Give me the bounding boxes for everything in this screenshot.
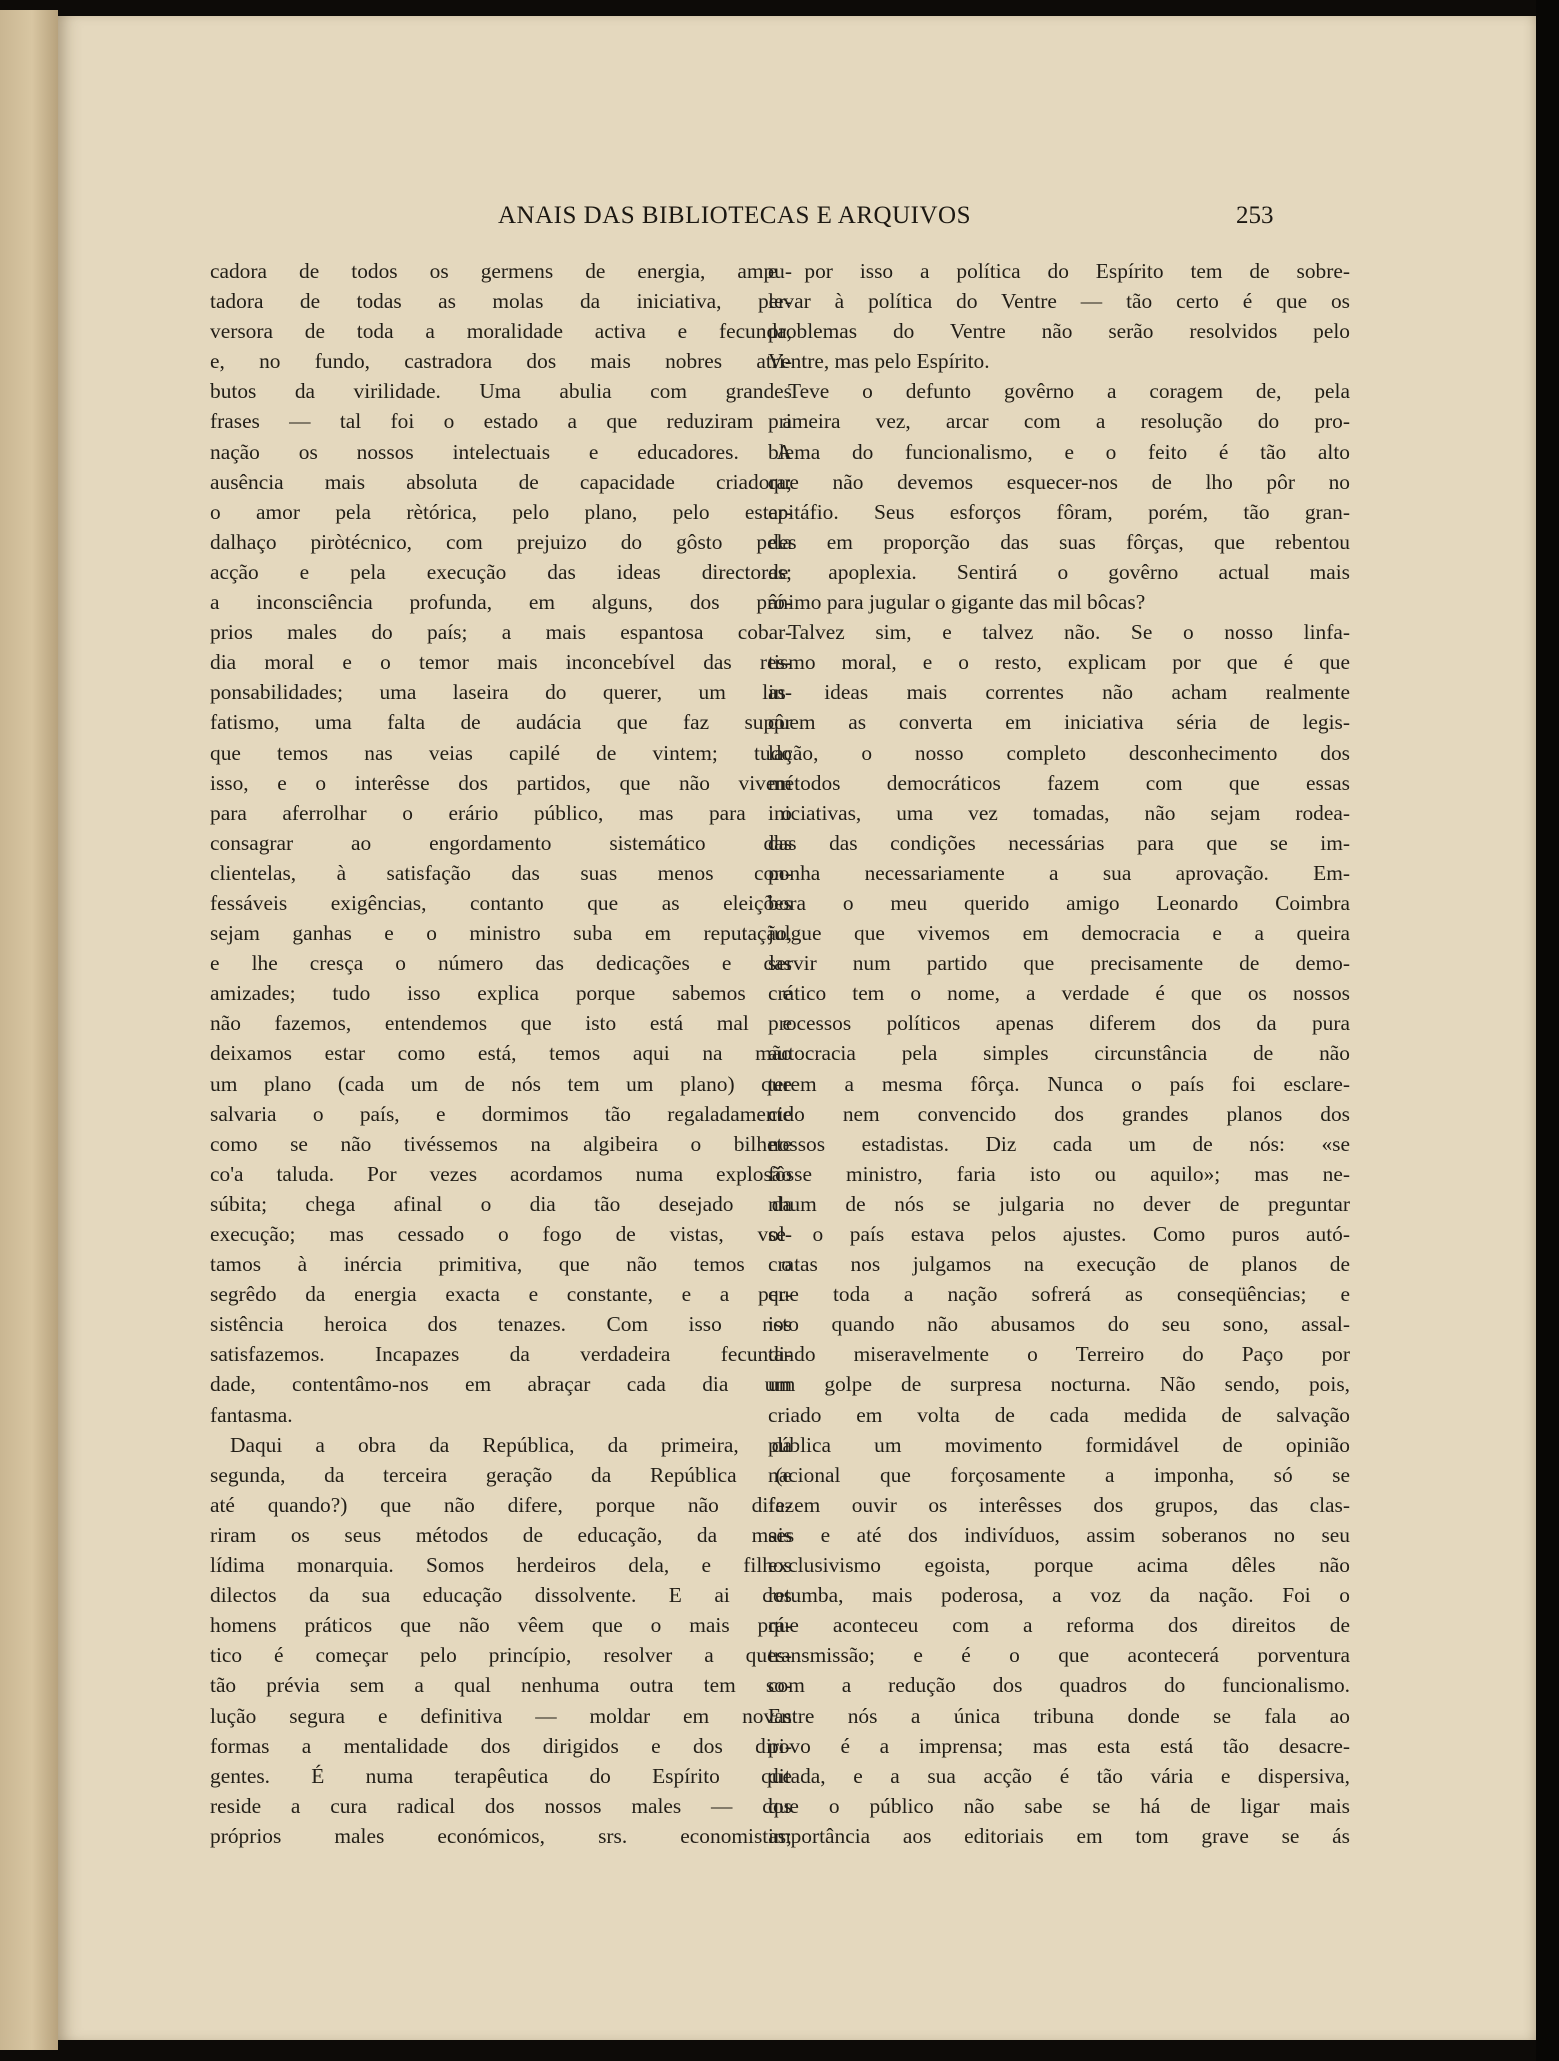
text-line: frases — tal foi o estado a que reduziram a [210, 409, 792, 434]
text-line: execução; mas cessado o fogo de vistas, vol- [210, 1222, 792, 1246]
text-line: segunda, da terceira geração da República (e [210, 1462, 792, 1487]
text-line: tismo moral, e o resto, explicam por que é que [768, 650, 1350, 675]
left-text-column [210, 256, 792, 1851]
text-line: e por isso a política do Espírito tem de sobre- [768, 259, 1350, 283]
text-line: tico é começar pelo princípio, resolver a ques- [210, 1643, 792, 1668]
text-line: butos da virilidade. Uma abulia com grandes [210, 379, 792, 404]
journal-page [58, 16, 1536, 2040]
text-line: pública um movimento formidável de opinião [768, 1432, 1350, 1457]
text-line: e, no fundo, castradora dos mais nobres atri- [210, 349, 792, 374]
text-line: ditada, e a sua acção é tão vária e dispersiva, [768, 1763, 1350, 1788]
text-line: ponha necessariamente a sua aprovação. Em- [768, 860, 1350, 885]
text-line: importância aos editoriais em tom grave se ás [768, 1823, 1350, 1848]
text-line: povo é a imprensa; mas esta está tão desacre- [768, 1733, 1350, 1758]
text-line: tão prévia sem a qual nenhuma outra tem so- [210, 1673, 792, 1698]
text-line: próprios males económicos, srs. economistas; [210, 1823, 792, 1848]
text-line: que não devemos esquecer-nos de lho pôr no [768, 469, 1350, 494]
text-line: criado em volta de cada medida de salvação [768, 1402, 1350, 1427]
text-line: fantasma. [210, 1402, 293, 1427]
facing-page-edge [0, 10, 58, 2050]
text-line: se o país estava pelos ajustes. Como puros autó- [768, 1222, 1350, 1246]
text-line: como se não tivéssemos na algibeira o bilhete [210, 1131, 792, 1156]
text-line: formas a mentalidade dos dirigidos e dos diri- [210, 1733, 792, 1758]
text-line: Daqui a obra da República, da primeira, da [230, 1432, 792, 1457]
text-line: autocracia pela simples circunstância de não [768, 1041, 1350, 1066]
scan-border [1536, 0, 1559, 2061]
text-line: dade, contentâmo-nos em abraçar cada dia um [210, 1372, 792, 1397]
text-line: que o público não sabe se há de ligar mais [768, 1793, 1350, 1818]
text-line: versora de toda a moralidade activa e fecunda, [210, 319, 792, 344]
text-line: deixamos estar como está, temos aqui na mão [210, 1041, 792, 1066]
text-line: isso, e o interêsse dos partidos, que não vivem [210, 770, 792, 795]
text-line: as ideas mais correntes não acham realmente [768, 680, 1350, 705]
text-line: satisfazemos. Incapazes da verdadeira fecundi- [210, 1342, 792, 1367]
text-line: epitáfio. Seus esforços fôram, porém, tão gran- [768, 499, 1350, 524]
text-line: sejam ganhas e o ministro suba em reputação, [210, 921, 792, 946]
text-line: fôsse ministro, faria isto ou aquilo»; mas ne- [768, 1161, 1350, 1186]
text-line: tamos à inércia primitiva, que não temos o [210, 1252, 792, 1277]
text-line: que toda a nação sofrerá as conseqüências; e [768, 1282, 1350, 1307]
text-line: cadora de todos os germens de energia, ampu- [210, 259, 792, 283]
text-line: ausência mais absoluta de capacidade criadora; [210, 469, 792, 494]
text-line: salvaria o país, e dormimos tão regaladamente [210, 1101, 792, 1126]
text-line: nação os nossos intelectuais e educadores. A [210, 439, 792, 464]
text-line: lação, o nosso completo desconhecimento dos [768, 740, 1350, 765]
text-line: co'a taluda. Por vezes acordamos numa explosão [210, 1161, 792, 1186]
text-line: sistência heroica dos tenazes. Com isso nos [210, 1312, 792, 1337]
text-line: lução segura e definitiva — moldar em novas [210, 1703, 792, 1728]
text-line: ponsabilidades; uma laseira do querer, um lin- [210, 680, 792, 705]
text-line: riram os seus métodos de educação, da mais [210, 1522, 792, 1547]
text-line: o amor pela rètórica, pelo plano, pelo estar- [210, 499, 792, 524]
text-line: Talvez sim, e talvez não. Se o nosso linfa- [788, 620, 1350, 645]
text-line: e lhe cresça o número das dedicações e das [210, 951, 792, 976]
text-line: nossos estadistas. Diz cada um de nós: «se [768, 1131, 1350, 1156]
text-line: julgue que vivemos em democracia e a queira [768, 921, 1350, 946]
text-line: ânimo para jugular o gigante das mil bôcas? [768, 590, 1146, 615]
text-line: lídima monarquia. Somos herdeiros dela, e filhos [210, 1553, 792, 1578]
text-line: servir num partido que precisamente de demo- [768, 951, 1350, 976]
text-line: até quando?) que não difere, porque não dife- [210, 1492, 792, 1517]
text-line: nhum de nós se julgaria no dever de preguntar [768, 1191, 1350, 1216]
text-line: terem a mesma fôrça. Nunca o país foi esclare- [768, 1071, 1350, 1096]
text-line: fazem ouvir os interêsses dos grupos, das clas- [768, 1492, 1350, 1517]
text-line: exclusivismo egoista, porque acima dêles não [768, 1553, 1350, 1578]
page-header [58, 202, 1536, 238]
text-line: nacional que forçosamente a imponha, só se [768, 1462, 1350, 1487]
text-line: bora o meu querido amigo Leonardo Coimbra [768, 890, 1350, 915]
text-line: dilectos da sua educação dissolvente. E ai dos [210, 1583, 792, 1608]
text-line: processos políticos apenas diferem dos da pura [768, 1011, 1350, 1036]
text-line: ses e até dos indivíduos, assim soberanos no seu [768, 1522, 1350, 1547]
text-line: levar à política do Ventre — tão certo é que os [768, 289, 1350, 314]
running-title: ANAIS DAS BIBLIOTECAS E ARQUIVOS [498, 202, 971, 229]
text-line: das das condições necessárias para que se im- [768, 830, 1350, 855]
text-line: consagrar ao engordamento sistemático das [210, 830, 792, 855]
text-line: quem as converta em iniciativa séria de legis- [768, 710, 1350, 735]
text-line: acção e pela execução das ideas directoras; [210, 559, 792, 584]
text-line: blema do funcionalismo, e o feito é tão alto [768, 439, 1350, 464]
text-line: Ventre, mas pelo Espírito. [768, 349, 990, 374]
text-line: tando miseravelmente o Terreiro do Paço por [768, 1342, 1350, 1367]
text-line: com a redução dos quadros do funcionalismo. [768, 1673, 1350, 1698]
text-line: que aconteceu com a reforma dos direitos de [768, 1613, 1350, 1638]
text-line: primeira vez, arcar com a resolução do pro- [768, 409, 1350, 434]
text-line: não fazemos, entendemos que isto está mal e [210, 1011, 792, 1036]
text-line: fessáveis exigências, contanto que as eleições [210, 890, 792, 915]
text-line: súbita; chega afinal o dia tão desejado da [210, 1191, 792, 1216]
text-line: segrêdo da energia exacta e constante, e a per- [210, 1282, 792, 1307]
right-text-column [768, 256, 1350, 1851]
text-line: para aferrolhar o erário público, mas para o [210, 800, 792, 825]
text-line: cratas nos julgamos na execução de planos de [768, 1252, 1350, 1277]
text-line: clientelas, à satisfação das suas menos con- [210, 860, 792, 885]
text-line: a inconsciência profunda, em alguns, dos pró- [210, 590, 792, 615]
text-line: crático tem o nome, a verdade é que os nossos [768, 981, 1350, 1006]
text-line: fatismo, uma falta de audácia que faz supôr [210, 710, 792, 735]
text-line: problemas do Ventre não serão resolvidos pelo [768, 319, 1350, 344]
text-line: des em proporção das suas fôrças, que rebentou [768, 529, 1350, 554]
text-line: transmissão; e é o que acontecerá porventura [768, 1643, 1350, 1668]
text-line: prios males do país; a mais espantosa cobar- [210, 620, 792, 645]
page-number: 253 [1236, 202, 1274, 229]
text-line: iniciativas, uma vez tomadas, não sejam rodea- [768, 800, 1350, 825]
text-line: homens práticos que não vêem que o mais prá- [210, 1613, 792, 1638]
text-line: dia moral e o temor mais inconcebível das res- [210, 650, 792, 675]
text-line: isto quando não abusamos do seu sono, assal- [768, 1312, 1350, 1337]
text-line: dalhaço piròtécnico, com prejuizo do gôsto pela [210, 529, 792, 554]
text-line: métodos democráticos fazem com que essas [768, 770, 1350, 795]
text-line: amizades; tudo isso explica porque sabemos e [210, 981, 792, 1006]
text-line: tadora de todas as molas da iniciativa, per- [210, 289, 792, 314]
text-line: de apoplexia. Sentirá o govêrno actual mais [768, 559, 1350, 584]
text-line: reside a cura radical dos nossos males — dos [210, 1793, 792, 1818]
text-line: retumba, mais poderosa, a voz da nação. Foi o [768, 1583, 1350, 1608]
text-line: Teve o defunto govêrno a coragem de, pela [788, 379, 1350, 404]
text-line: cido nem convencido dos grandes planos dos [768, 1101, 1350, 1126]
text-line: gentes. É numa terapêutica do Espírito que [210, 1763, 792, 1788]
text-line: Entre nós a única tribuna donde se fala ao [768, 1703, 1350, 1728]
text-line: um plano (cada um de nós tem um plano) que [210, 1071, 792, 1096]
text-line: um golpe de surpresa nocturna. Não sendo, pois, [768, 1372, 1350, 1397]
text-line: que temos nas veias capilé de vintem; tudo [210, 740, 792, 765]
